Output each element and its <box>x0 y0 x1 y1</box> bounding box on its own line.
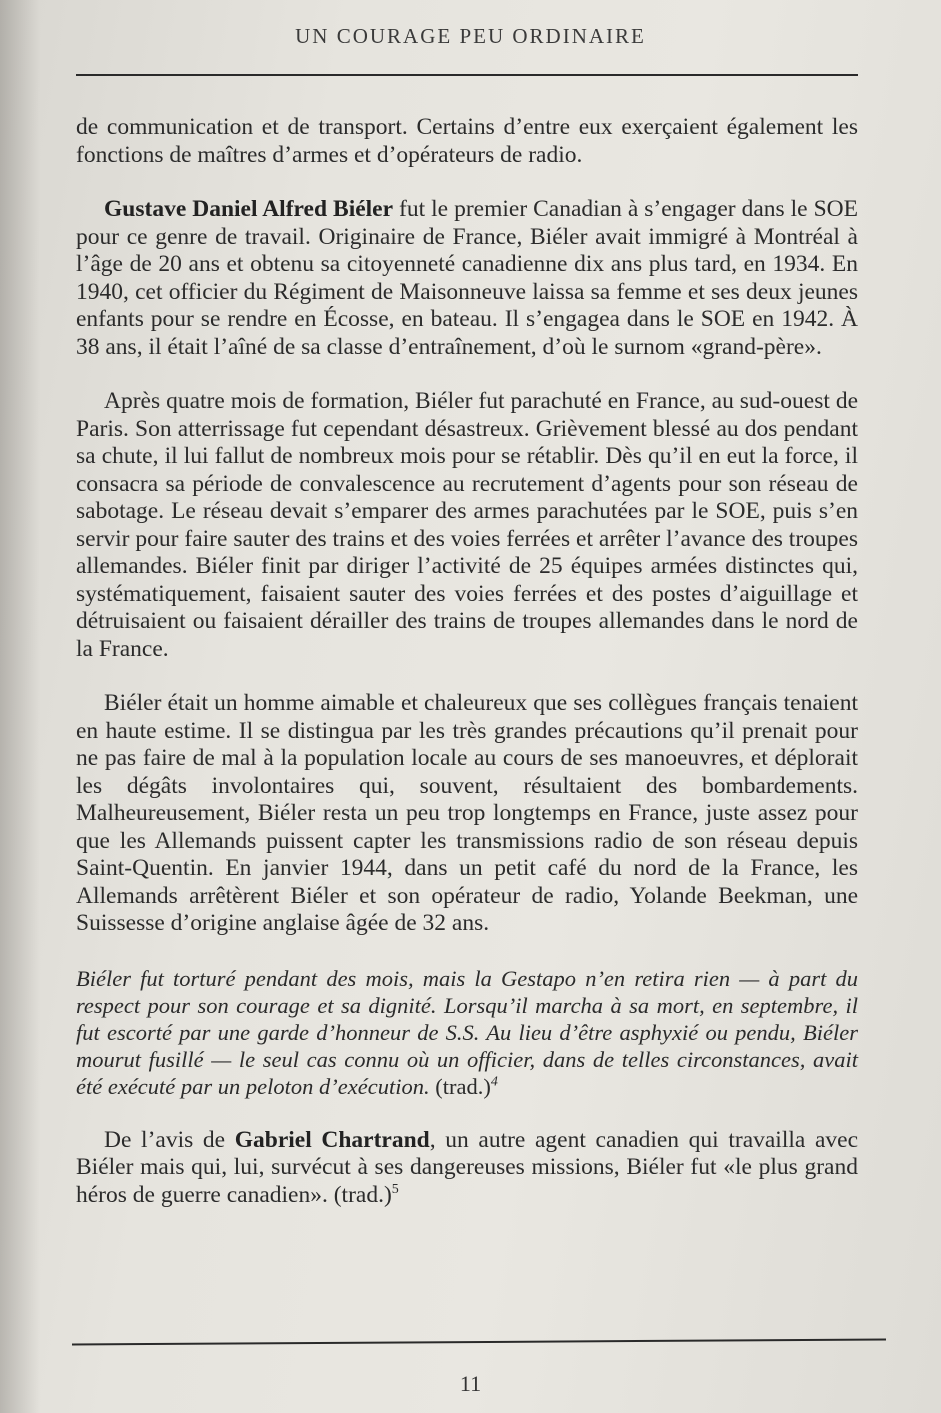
paragraph-continuation: de communication et de transport. Certains d’entre eux exerçaient également les fonctions de maîtres d’armes et d’opérateurs de radio. <box>76 114 858 168</box>
person-name-chartrand: Gabriel Chartrand <box>234 1126 430 1153</box>
paragraph-chartrand <box>76 1127 858 1210</box>
quote-attribution: (trad.) <box>435 1073 491 1099</box>
quote-text: Biéler fut torturé pendant des mois, mais la Gestapo n’en retira rien — à part du respect pour son courage et sa dignité. Lorsqu’il marcha à sa mort, en septembre, il fut escorté par une garde d’honneur de S.S. Au lieu d’être asphyxié ou pendu, Biéler mourut fusillé — le seul cas connu où un officier, dans de telles circonstances, avait été exécuté par un peloton d’exécution. <box>76 965 858 1099</box>
header-rule <box>76 74 858 76</box>
body-text <box>76 114 858 1236</box>
paragraph-parachute: Après quatre mois de formation, Biéler fut parachuté en France, au sud-ouest de Paris. Son atterrissage fut cependant désastreux. Grièvement blessé au dos pendant sa chute, il lui fallut de nombreux mois pour se rétablir. Dès qu’il en eut la force, il consacra sa période de convalescence au recrutement d’agents pour son réseau de sabotage. Le réseau devait s’emparer des armes parachutées par le SOE, puis s’en servir pour faire sauter des trains et des voies ferrées et arrêter l’avance des troupes allemandes. Biéler finit par diriger l’activité de 25 équipes armées distinctes qui, systématiquement, faisaient sauter des voies ferrées et des postes d’aiguillage et détruisaient ou faisaient dérailler des trains de troupes allemandes dans le nord de la France. <box>76 388 858 662</box>
footer-rule <box>72 1339 886 1346</box>
footnote-ref-4: 4 <box>490 1074 498 1089</box>
page-shadow <box>0 0 40 1413</box>
person-name-bieler: Gustave Daniel Alfred Biéler <box>104 196 394 222</box>
block-quote <box>76 965 858 1100</box>
running-title: UN COURAGE PEU ORDINAIRE <box>295 24 646 48</box>
paragraph-text: , un autre agent canadien qui travailla avec Biéler mais qui, lui, survécut à ses dangereuses missions, Biéler fut «le plus grand héros de guerre canadien». (trad.) <box>76 1126 858 1208</box>
paragraph-character: Biéler était un homme aimable et chaleureux que ses collègues français tenaient en haute estime. Il se distingua par les très grandes précautions qu’il prenait pour ne pas faire de mal à la population locale au cours de ses manoeuvres, et déplorait les dégâts involontaires qui, souvent, résultaient des bombardements. Malheureusement, Biéler resta un peu trop longtemps en France, juste assez pour que les Allemands puissent capter les transmissions radio de son réseau depuis Saint-Quentin. En janvier 1944, dans un petit café du nord de la France, les Allemands arrêtèrent Biéler et son opérateur de radio, Yolande Beekman, une Suissesse d’origine anglaise âgée de 32 ans. <box>76 690 858 936</box>
paragraph-text: fut le premier Canadian à s’engager dans le SOE pour ce genre de travail. Originaire de France, Biéler avait immigré à Montréal à l’âge de 20 ans et obtenu sa citoyenneté canadienne dix ans plus tard, en 1934. En 1940, cet officier du Régiment de Maisonneuve laissa sa femme et ses deux jeunes enfants pour se rendre en Écosse, en bateau. Il s’engagea dans le SOE en 1942. À 38 ans, il était l’aîné de sa classe d’entraînement, d’où le surnom «grand-père». <box>76 196 858 360</box>
footnote-ref-5: 5 <box>391 1181 399 1197</box>
page-number: 11 <box>459 1371 482 1396</box>
paragraph-bieler-intro <box>76 196 858 361</box>
paragraph-lead: De l’avis de <box>104 1126 235 1153</box>
